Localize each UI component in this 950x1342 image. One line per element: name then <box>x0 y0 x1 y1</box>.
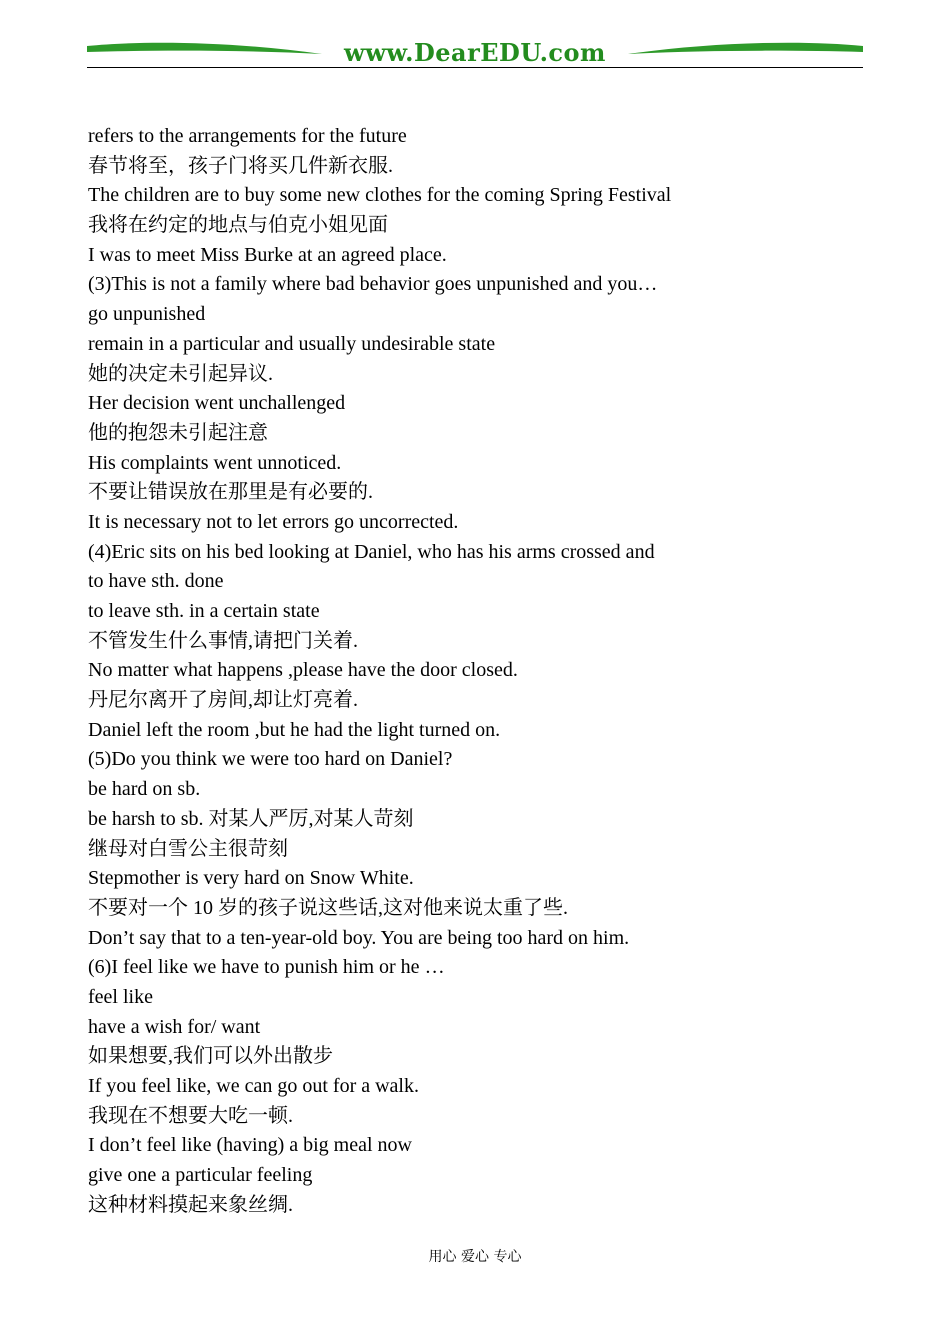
page-footer: 用心 爱心 专心 <box>428 1249 522 1265</box>
text-line: go unpunished <box>88 303 206 326</box>
text-line: give one a particular feeling <box>88 1164 313 1187</box>
text-line: No matter what happens ,please have the door closed. <box>88 659 518 682</box>
text-line: 不管发生什么事情,请把门关着. <box>88 629 358 652</box>
text-line: 春节将至，孩子门将买几件新衣服. <box>88 154 393 177</box>
text-line: The children are to buy some new clothes for the coming Spring Festival <box>88 184 672 207</box>
document-body <box>88 122 848 1220</box>
text-line: Stepmother is very hard on Snow White. <box>88 867 414 890</box>
text-line: have a wish for/ want <box>88 1015 261 1038</box>
text-line: (5)Do you think we were too hard on Daniel? <box>88 748 453 771</box>
text-line: (3)This is not a family where bad behavior goes unpunished and you… <box>88 273 658 296</box>
text-line: Don’t say that to a ten-year-old boy. You are being too hard on him. <box>88 926 630 949</box>
text-line: 丹尼尔离开了房间,却让灯亮着. <box>88 689 358 712</box>
text-line: 他的抱怨未引起注意 <box>88 421 268 444</box>
text-line: Daniel left the room ,but he had the light turned on. <box>88 718 501 741</box>
text-line: 如果想要,我们可以外出散步 <box>88 1045 333 1068</box>
text-line: Her decision went unchallenged <box>88 392 346 415</box>
text-line: (4)Eric sits on his bed looking at Daniel, who has his arms crossed and <box>88 540 655 563</box>
text-line: feel like <box>88 985 153 1008</box>
text-line: refers to the arrangements for the future <box>88 125 407 147</box>
text-line: I was to meet Miss Burke at an agreed place. <box>88 243 447 266</box>
text-line: be hard on sb. <box>88 778 201 801</box>
text-line: to have sth. done <box>88 570 224 593</box>
text-line: His complaints went unnoticed. <box>88 451 342 474</box>
text-line: remain in a particular and usually undesirable state <box>88 332 496 355</box>
site-logo-text: www.DearEDU.com <box>344 38 606 67</box>
text-line: be harsh to sb. 对某人严厉,对某人苛刻 <box>88 807 414 830</box>
header-divider <box>87 67 863 68</box>
text-line: to leave sth. in a certain state <box>88 600 320 622</box>
text-line: 不要让错误放在那里是有必要的. <box>88 481 373 504</box>
text-line: I don’t feel like (having) a big meal now <box>88 1134 412 1157</box>
text-line: (6)I feel like we have to punish him or he … <box>88 956 445 979</box>
text-line: It is necessary not to let errors go uncorrected. <box>88 510 459 533</box>
page-header <box>87 36 863 76</box>
text-line: 这种材料摸起来象丝绸. <box>88 1193 293 1216</box>
text-line: 我将在约定的地点与伯克小姐见面 <box>88 214 388 237</box>
text-line: 继母对白雪公主很苛刻 <box>88 837 288 860</box>
text-line: If you feel like, we can go out for a walk. <box>88 1075 419 1097</box>
text-line: 我现在不想要大吃一顿. <box>88 1104 293 1127</box>
text-line: 她的决定未引起异议. <box>88 362 273 385</box>
text-line: 不要对一个 10 岁的孩子说这些话,这对他来说太重了些. <box>88 896 568 919</box>
